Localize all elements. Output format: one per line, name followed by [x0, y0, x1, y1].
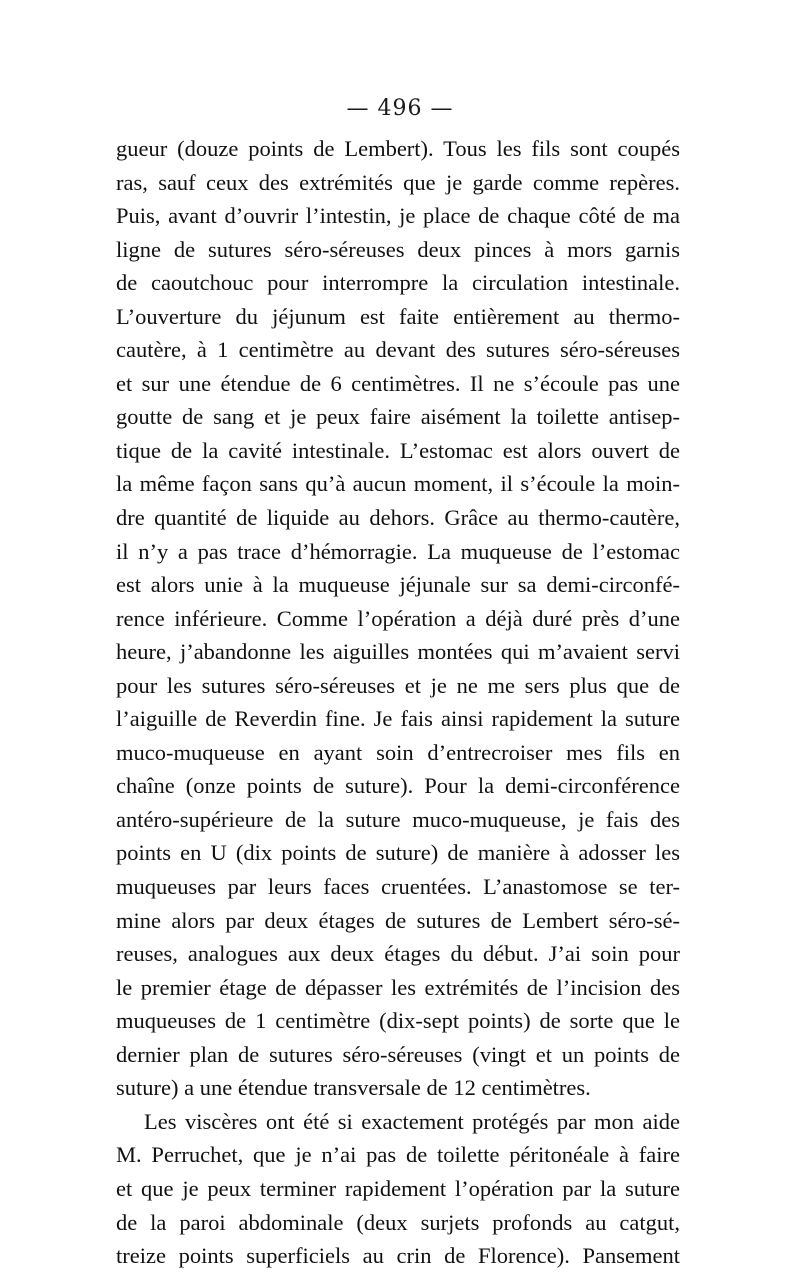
text-line: ras, sauf ceux des extrémités que je garde comme repères.: [116, 169, 680, 195]
text-line: muqueuses par leurs faces cruentées. L’anastomose se ter-: [116, 874, 680, 900]
text-line: de la paroi abdominale (deux surjets profonds au catgut,: [116, 1209, 680, 1235]
text-line: pour les sutures séro-séreuses et je ne me sers plus que de: [116, 672, 680, 698]
text-line: et sur une étendue de 6 centimètres. Il ne s’écoule pas une: [116, 370, 680, 396]
text-line: cautère, à 1 centimètre au devant des sutures séro-séreuses: [116, 337, 680, 363]
text-line: mine alors par deux étages de sutures de Lembert séro-sé-: [116, 907, 680, 933]
text-line: est alors unie à la muqueuse jéjunale sur sa demi-circonfé-: [116, 572, 680, 598]
text-line: il n’y a pas trace d’hémorragie. La muqueuse de l’estomac: [116, 538, 680, 564]
text-line: gueur (douze points de Lembert). Tous les fils sont coupés: [116, 136, 680, 161]
text-line: M. Perruchet, que je n’ai pas de toilette péritonéale à faire: [116, 1142, 680, 1168]
text-line: goutte de sang et je peux faire aisément la toilette antisep-: [116, 404, 680, 430]
text-line: heure, j’abandonne les aiguilles montées qui m’avaient servi: [116, 639, 680, 665]
text-line: L’ouverture du jéjunum est faite entièrement au thermo-: [116, 303, 680, 329]
text-line: tique de la cavité intestinale. L’estomac est alors ouvert de: [116, 437, 680, 463]
text-line: Puis, avant d’ouvrir l’intestin, je place de chaque côté de ma: [116, 203, 680, 229]
text-line-paragraph-end: suture) a une étendue transversale de 12 centimètres.: [116, 1075, 591, 1101]
text-line: points en U (dix points de suture) de manière à adosser les: [116, 840, 680, 866]
text-line: muco-muqueuse en ayant soin d’entrecroiser mes fils en: [116, 739, 680, 765]
text-line: l’aiguille de Reverdin fine. Je fais ainsi rapidement la suture: [116, 706, 680, 732]
text-line: la même façon sans qu’à aucun moment, il s’écoule la moin-: [116, 471, 680, 497]
body-text: [116, 132, 680, 1273]
text-line: chaîne (onze points de suture). Pour la demi-circonférence: [116, 773, 680, 799]
text-line-paragraph-start: Les viscères ont été si exactement protégés par mon aide: [144, 1108, 680, 1134]
text-line: rence inférieure. Comme l’opération a déjà duré près d’une: [116, 605, 680, 631]
text-line: reuses, analogues aux deux étages du début. J’ai soin pour: [116, 941, 680, 967]
page-number: — 496 —: [346, 96, 454, 121]
text-line: et que je peux terminer rapidement l’opération par la suture: [116, 1175, 680, 1201]
text-line: dre quantité de liquide au dehors. Grâce au thermo-cautère,: [116, 505, 680, 531]
text-line: ligne de sutures séro-séreuses deux pinces à mors garnis: [116, 236, 680, 262]
text-line: dernier plan de sutures séro-séreuses (vingt et un points de: [116, 1041, 680, 1067]
text-line: treize points superficiels au crin de Florence). Pansement: [116, 1243, 680, 1269]
text-line: le premier étage de dépasser les extrémités de l’incision des: [116, 974, 680, 1000]
text-line: muqueuses de 1 centimètre (dix-sept points) de sorte que le: [116, 1008, 680, 1034]
text-line: de caoutchouc pour interrompre la circulation intestinale.: [116, 270, 680, 296]
text-line: antéro-supérieure de la suture muco-muqueuse, je fais des: [116, 806, 680, 832]
